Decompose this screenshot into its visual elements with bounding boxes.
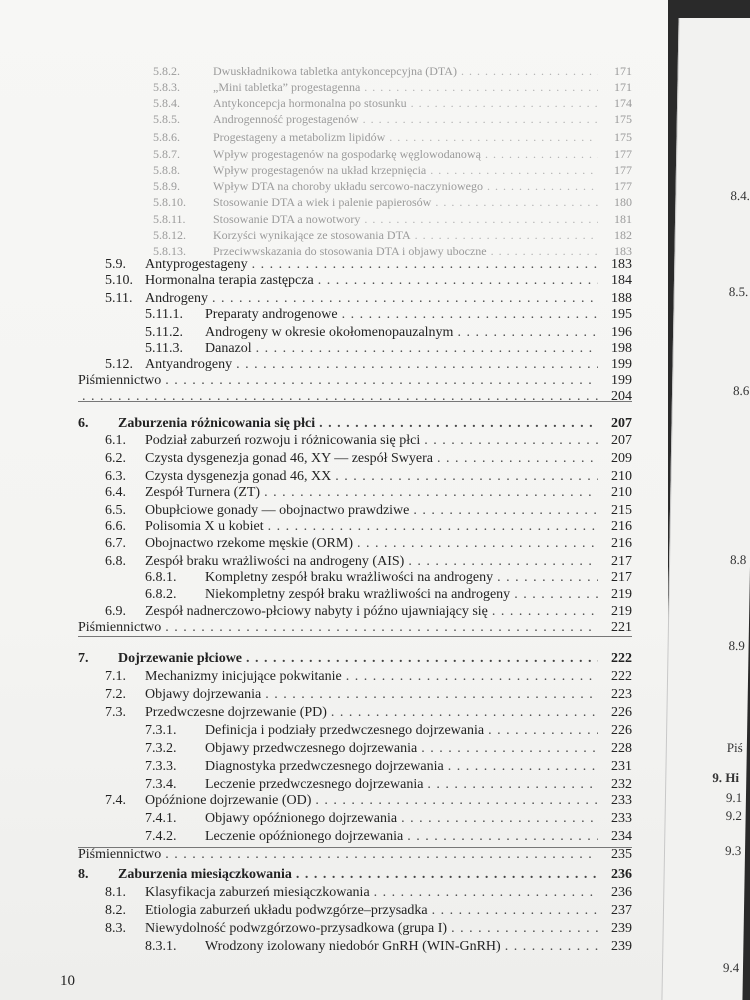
entry-title: Androgeny w okresie okołomenopauzalnym: [205, 325, 454, 340]
entry-title: Zespół braku wrażliwości na androgeny (AIS): [145, 554, 405, 569]
entry-page: 210: [611, 469, 632, 484]
facing-page-fragment: 9.1: [725, 790, 743, 805]
entry-number: 6.7.: [105, 536, 126, 551]
entry-number: 5.12.: [105, 357, 133, 372]
entry-title: Stosowanie DTA a nowotwory: [213, 212, 361, 226]
entry-title: Stosowanie DTA a wiek i palenie papierosów: [213, 195, 432, 209]
entry-page: 207: [611, 416, 632, 431]
dot-leader: [401, 810, 598, 828]
entry-title: Czysta dysgenezja gonad 46, XX: [145, 469, 332, 484]
entry-number: 7.2.: [105, 687, 126, 702]
facing-page-fragment: 8.8: [729, 552, 747, 567]
entry-number: 7.1.: [105, 669, 126, 684]
entry-title: Czysta dysgenezja gonad 46, XY — zespół Swyera: [145, 451, 433, 466]
entry-number: 5.9.: [105, 257, 126, 272]
dot-leader: [451, 920, 598, 938]
entry-number: 8.3.: [105, 921, 126, 936]
entry-title: Leczenie opóźnionego dojrzewania: [205, 829, 404, 844]
entry-title: Przeciwwskazania do stosowania DTA i objawy uboczne: [213, 244, 487, 258]
entry-number: 6.: [78, 416, 89, 431]
bibliography-entry: [78, 846, 632, 864]
entry-number: 5.10.: [105, 273, 133, 288]
entry-page: 219: [611, 587, 632, 602]
facing-page-fragment: 8.9: [728, 638, 745, 653]
entry-number: 6.5.: [105, 503, 126, 518]
entry-title: Zespół Turnera (ZT): [145, 485, 261, 500]
toc-entry: [105, 884, 632, 902]
toc-entry: [105, 518, 632, 536]
toc-entry: [145, 569, 632, 587]
dot-leader: [437, 450, 598, 468]
entry-number: 6.3.: [105, 469, 126, 484]
entry-page: 177: [614, 163, 632, 177]
entry-title: Przedwczesne dojrzewanie (PD): [145, 705, 327, 720]
toc-entry: [145, 586, 632, 604]
entry-title: Wpływ DTA na choroby układu sercowo-naczyniowego: [213, 179, 483, 193]
toc-entry: [145, 938, 632, 956]
dot-leader: [497, 569, 598, 587]
entry-number: 7.4.1.: [145, 811, 177, 826]
dot-leader: [165, 619, 598, 637]
entry-page: 222: [611, 669, 632, 684]
dot-leader: [268, 518, 598, 536]
entry-title: Dojrzewanie płciowe: [118, 651, 243, 666]
entry-page: 234: [611, 829, 632, 844]
entry-title: Obojnactwo rzekome męskie (ORM): [145, 536, 353, 551]
entry-page: 198: [611, 341, 632, 356]
entry-title: Piśmiennictwo: [78, 620, 162, 635]
facing-page-fragment: 9.3: [724, 843, 742, 858]
entry-page: 204: [611, 389, 632, 404]
adjacent-page-edge: [661, 18, 750, 1000]
entry-number: 5.8.9.: [153, 179, 180, 193]
entry-title: „Mini tabletka” progestagenna: [213, 80, 361, 94]
entry-page: 175: [614, 112, 632, 126]
entry-page: 219: [611, 604, 632, 619]
toc-entry: [153, 193, 632, 211]
entry-title: Piśmiennictwo: [78, 373, 162, 388]
entry-number: 5.8.5.: [153, 112, 180, 126]
dot-leader: [424, 432, 598, 450]
entry-title: Androgeny: [145, 291, 208, 306]
entry-number: 6.6.: [105, 519, 126, 534]
dot-leader: [357, 535, 598, 553]
entry-number: 8.2.: [105, 903, 126, 918]
dot-leader: [246, 650, 598, 668]
entry-title: Objawy opóźnionego dojrzewania: [205, 811, 398, 826]
entry-page: 199: [611, 357, 632, 372]
entry-page: 182: [614, 228, 632, 242]
dot-leader: [389, 128, 598, 146]
entry-number: 7.4.2.: [145, 829, 177, 844]
entry-page: 209: [611, 451, 632, 466]
toc-entry: [105, 686, 632, 704]
dot-leader: [318, 272, 598, 290]
entry-number: 5.8.6.: [153, 130, 180, 144]
entry-number: 6.8.: [105, 554, 126, 569]
entry-page: 236: [611, 867, 632, 882]
facing-page-fragment: 9.4: [722, 960, 740, 975]
entry-number: 5.8.2.: [153, 64, 180, 78]
entry-number: 5.8.7.: [153, 147, 180, 161]
bibliography-entry: [78, 619, 632, 637]
entry-title: Antyandrogeny: [145, 357, 233, 372]
toc-entry: [105, 450, 632, 468]
entry-page: 222: [611, 651, 632, 666]
entry-number: 7.: [78, 651, 89, 666]
entry-title: Wpływ progestagenów na gospodarkę węglowodanową: [213, 147, 481, 161]
entry-page: 216: [611, 519, 632, 534]
entry-title: Diagnostyka przedwczesnego dojrzewania: [205, 759, 444, 774]
toc-entry: [105, 668, 632, 686]
entry-page: 181: [614, 212, 632, 226]
entry-page: 175: [614, 130, 632, 144]
entry-title: Danazol: [205, 341, 252, 356]
entry-number: 7.4.: [105, 793, 126, 808]
entry-title: Polisomia X u kobiet: [145, 519, 264, 534]
entry-number: 6.4.: [105, 485, 126, 500]
entry-title: Wrodzony izolowany niedobór GnRH (WIN-GnRH): [205, 939, 501, 954]
entry-title: Niewydolność podwzgórzowo-przysadkowa (grupa I): [145, 921, 448, 936]
entry-title: Objawy przedwczesnego dojrzewania: [205, 741, 418, 756]
entry-page: 217: [611, 554, 632, 569]
entry-page: 196: [611, 325, 632, 340]
toc-entry: [105, 535, 632, 553]
entry-page: 195: [611, 307, 632, 322]
entry-page: 217: [611, 570, 632, 585]
entry-title: Preparaty androgenowe: [205, 307, 338, 322]
toc-entry: [145, 758, 632, 776]
entry-page: 183: [611, 257, 632, 272]
toc-entry: [145, 306, 632, 324]
entry-page: 188: [611, 291, 632, 306]
entry-page: 180: [614, 195, 632, 209]
entry-page: 232: [611, 777, 632, 792]
entry-number: 7.3.4.: [145, 777, 177, 792]
entry-number: 5.8.11.: [153, 212, 186, 226]
page-number: 10: [60, 973, 75, 989]
dot-leader: [315, 792, 598, 810]
dot-leader: [374, 884, 598, 902]
entry-number: 5.8.13.: [153, 244, 186, 258]
dot-leader: [488, 722, 598, 740]
toc-entry: [105, 704, 632, 722]
entry-page: 231: [611, 759, 632, 774]
entry-page: 207: [611, 433, 632, 448]
entry-title: Piśmiennictwo: [78, 847, 162, 862]
chapter-divider: [78, 636, 632, 637]
entry-number: 5.8.12.: [153, 228, 186, 242]
facing-page-fragment: 8.4.: [730, 188, 750, 203]
entry-number: 6.2.: [105, 451, 126, 466]
entry-number: 5.8.8.: [153, 163, 180, 177]
entry-title: Hormonalna terapia zastępcza: [145, 273, 314, 288]
entry-title: Progestageny a metabolizm lipidów: [213, 130, 386, 144]
dot-leader: [448, 758, 598, 776]
entry-page: 221: [611, 620, 632, 635]
dot-leader: [407, 828, 598, 846]
entry-title: Kompletny zespół braku wrażliwości na androgeny: [205, 570, 494, 585]
entry-title: Leczenie przedwczesnego dojrzewania: [205, 777, 424, 792]
toc-entry: [145, 810, 632, 828]
entry-page: 237: [611, 903, 632, 918]
toc-entry: [145, 722, 632, 740]
dot-leader: [346, 668, 598, 686]
entry-title: Korzyści wynikające ze stosowania DTA: [213, 228, 411, 242]
dot-leader: [264, 484, 598, 502]
entry-page: 239: [611, 939, 632, 954]
dot-leader: [505, 938, 598, 956]
dot-leader: [82, 388, 598, 406]
entry-number: 7.3.1.: [145, 723, 177, 738]
toc-entry: [105, 432, 632, 450]
entry-title: Opóźnione dojrzewanie (OD): [145, 793, 312, 808]
facing-page-fragment: 9. Hi: [712, 770, 740, 785]
entry-page: 239: [611, 921, 632, 936]
entry-number: 8.: [78, 867, 89, 882]
toc-entry: [153, 128, 632, 146]
entry-number: 5.11.2.: [145, 325, 183, 340]
dot-leader: [342, 306, 598, 324]
entry-title: Mechanizmy inicjujące pokwitanie: [145, 669, 342, 684]
entry-page: 215: [611, 503, 632, 518]
dot-leader: [265, 686, 598, 704]
dot-leader: [363, 110, 598, 128]
toc-entry: [145, 828, 632, 846]
facing-page-fragment: 8.6: [732, 383, 750, 398]
entry-number: 7.3.: [105, 705, 126, 720]
entry-page: 184: [611, 273, 632, 288]
entry-title: Klasyfikacja zaburzeń miesiączkowania: [145, 885, 370, 900]
entry-page: 226: [611, 723, 632, 738]
entry-page: 210: [611, 485, 632, 500]
chapter-divider: [78, 401, 632, 402]
entry-page: 199: [611, 373, 632, 388]
entry-number: 5.8.4.: [153, 96, 180, 110]
dot-leader: [319, 415, 598, 433]
facing-page-fragment: Piś: [726, 740, 743, 755]
entry-title: Zespół nadnerczowo-płciowy nabyty i późno ujawniający się: [145, 604, 488, 619]
entry-title: Definicja i podziały przedwczesnego dojrzewania: [205, 723, 485, 738]
dot-leader: [421, 740, 598, 758]
entry-title: Niekompletny zespół braku wrażliwości na androgeny: [205, 587, 511, 602]
entry-page: 177: [614, 179, 632, 193]
toc-entry: [145, 740, 632, 758]
dot-leader: [296, 866, 598, 884]
entry-page: 171: [614, 80, 632, 94]
entry-page: 235: [611, 847, 632, 862]
toc-entry: [105, 792, 632, 810]
entry-page: 233: [611, 811, 632, 826]
dot-leader: [435, 193, 598, 211]
facing-page-fragment: 9.2: [725, 808, 743, 823]
entry-number: 5.11.1.: [145, 307, 183, 322]
dot-leader: [432, 902, 598, 920]
entry-number: 6.9.: [105, 604, 126, 619]
entry-page: 216: [611, 536, 632, 551]
toc-entry: [78, 388, 632, 406]
chapter-heading: [78, 866, 632, 884]
entry-title: Dwuskładnikowa tabletka antykoncepcyjna (DTA): [213, 64, 457, 78]
entry-title: Podział zaburzeń rozwoju i różnicowania się płci: [145, 433, 421, 448]
dot-leader: [165, 846, 598, 864]
entry-page: 223: [611, 687, 632, 702]
chapter-divider: [78, 847, 632, 848]
entry-title: Zaburzenia różnicowania się płci: [118, 416, 316, 431]
entry-number: 5.8.3.: [153, 80, 180, 94]
entry-title: Zaburzenia miesiączkowania: [118, 867, 292, 882]
entry-number: 5.11.: [105, 291, 133, 306]
chapter-heading: [78, 415, 632, 433]
entry-title: Etiologia zaburzeń układu podwzgórze–przysadka: [145, 903, 428, 918]
entry-title: Antyprogestageny: [145, 257, 248, 272]
dot-leader: [514, 586, 598, 604]
entry-number: 8.1.: [105, 885, 126, 900]
entry-page: 174: [614, 96, 632, 110]
toc-entry: [105, 902, 632, 920]
toc-entry: [105, 272, 632, 290]
entry-number: 5.8.10.: [153, 195, 186, 209]
facing-page-fragment: 8.5.: [728, 284, 749, 299]
entry-page: 233: [611, 793, 632, 808]
entry-title: Objawy dojrzewania: [145, 687, 262, 702]
chapter-heading: [78, 650, 632, 668]
entry-title: Obupłciowe gonady — obojnactwo prawdziwe: [145, 503, 410, 518]
dot-leader: [331, 704, 598, 722]
entry-page: 183: [614, 244, 632, 258]
toc-entry: [153, 110, 632, 128]
entry-title: Wpływ progestagenów na układ krzepnięcia: [213, 163, 427, 177]
entry-page: 236: [611, 885, 632, 900]
entry-number: 7.3.2.: [145, 741, 177, 756]
entry-number: 8.3.1.: [145, 939, 177, 954]
entry-page: 226: [611, 705, 632, 720]
entry-number: 6.1.: [105, 433, 126, 448]
entry-number: 6.8.1.: [145, 570, 177, 585]
entry-title: Androgenność progestagenów: [213, 112, 359, 126]
toc-entry: [105, 920, 632, 938]
entry-title: Antykoncepcja hormonalna po stosunku: [213, 96, 407, 110]
entry-number: 5.11.3.: [145, 341, 183, 356]
entry-number: 7.3.3.: [145, 759, 177, 774]
entry-page: 171: [614, 64, 632, 78]
entry-number: 6.8.2.: [145, 587, 177, 602]
entry-page: 177: [614, 147, 632, 161]
toc-entry: [105, 484, 632, 502]
entry-page: 228: [611, 741, 632, 756]
